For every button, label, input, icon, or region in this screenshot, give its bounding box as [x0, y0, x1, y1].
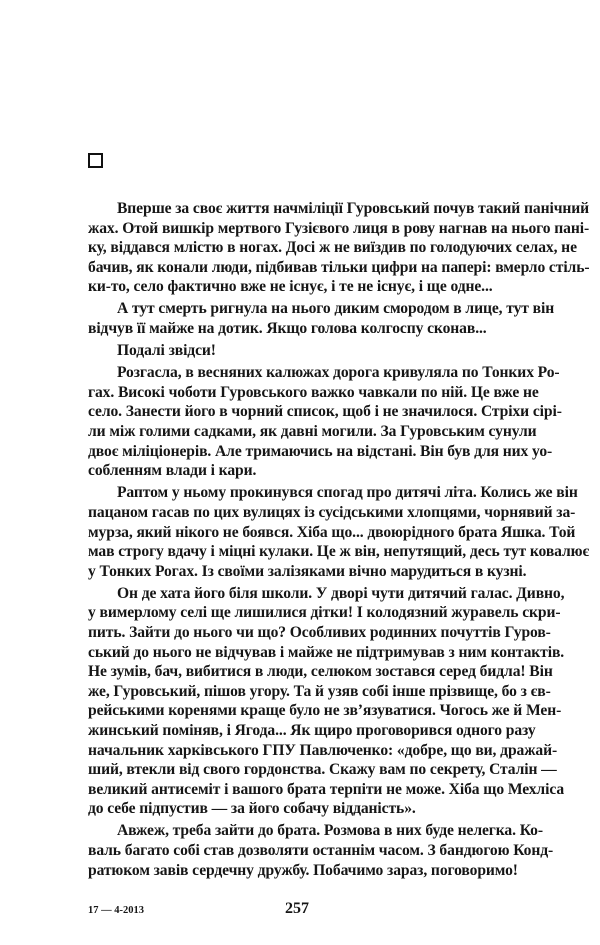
paragraph	[88, 199, 590, 297]
text-line: жах. Отой вишкір мертвого Гузієвого лиця в рову нагнав на нього пані-	[88, 219, 590, 237]
text-line: Раптом у ньому прокинувся спогад про дитячі літа. Колись же він	[117, 484, 578, 502]
paragraph	[88, 363, 562, 481]
text-line: бачив, як конали люди, підбивав тільки цифри на папері: вмерло стіль-	[88, 258, 590, 276]
page-number: 257	[285, 900, 309, 917]
text-line: Вперше за своє життя начміліції Гуровський почув такий панічний	[117, 200, 590, 217]
text-line: собленням влади і кари.	[88, 462, 257, 480]
text-line: рейськими коренями краще було не зв’язуватися. Чогось же й Мен-	[88, 702, 562, 720]
text-line: валь багато собі став дозволяти останнім часом. З бандюгою Конд-	[88, 842, 554, 859]
text-line: ли між голими садками, як давні могили. За Гуровським сунули	[88, 423, 537, 441]
text-line: великий антисеміт і вашого брата терпіти не може. Хіба що Мехліса	[88, 780, 565, 798]
paragraph	[88, 584, 565, 819]
text-line: ший, втекли від свого гордонства. Скажу вам по секрету, Сталін —	[88, 761, 557, 779]
text-line: Не зумів, бач, вибитися в люди, селюком зостався серед бидла! Він	[88, 663, 553, 681]
text-line: Розгасла, в весняних калюжах дорога кривуляла по Тонких Ро-	[117, 364, 560, 382]
paragraph	[88, 299, 555, 338]
text-line: жинський поміняв, і Ягода... Як щиро проговорився одного разу	[88, 721, 536, 739]
text-line: ки-то, село фактично вже не існує, і те не існує, і ще одне...	[88, 278, 493, 296]
paragraph	[88, 341, 531, 361]
text-line: село. Занести його в чорний список, щоб і не значилося. Стріхи сірі-	[88, 403, 562, 421]
text-line: ку, віддався млістю в ногах. Досі ж не виїздив по голодуючих селах, не	[88, 239, 577, 257]
text-line: мав строгу вдачу і міцні кулаки. Це ж він, непутящий, десь тут ковалює	[88, 543, 590, 561]
text-line: ський до нього не відчував і майже не підтримував з ним контактів.	[88, 643, 565, 661]
text-line: у вимерлому селі ще лишилися дітки! І колодязний журавель скри-	[88, 604, 561, 622]
text-line: до себе підпустив — за його собачу відданість».	[88, 800, 416, 818]
text-line: пить. Зайти до нього чи що? Особливих родинних почуттів Гуров-	[88, 623, 551, 641]
text-line: А тут смерть ригнула на нього диким смородом в лице, тут він	[117, 300, 555, 318]
section-break-square-icon	[88, 153, 103, 168]
text-line: гах. Високі чоботи Гуровського важко чавкали по ній. Це вже не	[88, 383, 539, 401]
text-line: двоє міліціонерів. Але тримаючись на відстані. Він був для них уо-	[88, 442, 553, 460]
printer-signature: 17 — 4-2013	[88, 905, 144, 916]
text-line: у Тонких Рогах. Із своїми залізяками вічно марудиться в кузні.	[88, 562, 527, 580]
text-line: ратюком завів сердечну дружбу. Побачимо зараз, поговоримо!	[88, 861, 518, 879]
text-line: начальник харківського ГПУ Павлюченко: «добре, що ви, дражай-	[88, 741, 558, 759]
body-text	[88, 199, 590, 883]
text-line: пацаном гасав по цих вулицях із сусідськими хлопцями, чорнявий за-	[88, 503, 576, 521]
text-line: мурза, який нікого не боявся. Хіба що... двоюрідного брата Яшка. Той	[88, 523, 576, 541]
paragraph	[88, 483, 590, 581]
text-line: відчув її майже на дотик. Якщо голова колгоспу сконав...	[88, 320, 487, 338]
text-line: Он де хата його біля школи. У дворі чути дитячий галас. Дивно,	[117, 584, 565, 602]
paragraph	[88, 821, 554, 880]
text-line: Подалі звідси!	[117, 342, 216, 360]
text-line: же, Гуровський, пішов угору. Та й узяв собі інше прізвище, бо з єв-	[88, 682, 551, 700]
text-line: Авжеж, треба зайти до брата. Розмова в них буде нелегка. Ко-	[117, 822, 543, 840]
